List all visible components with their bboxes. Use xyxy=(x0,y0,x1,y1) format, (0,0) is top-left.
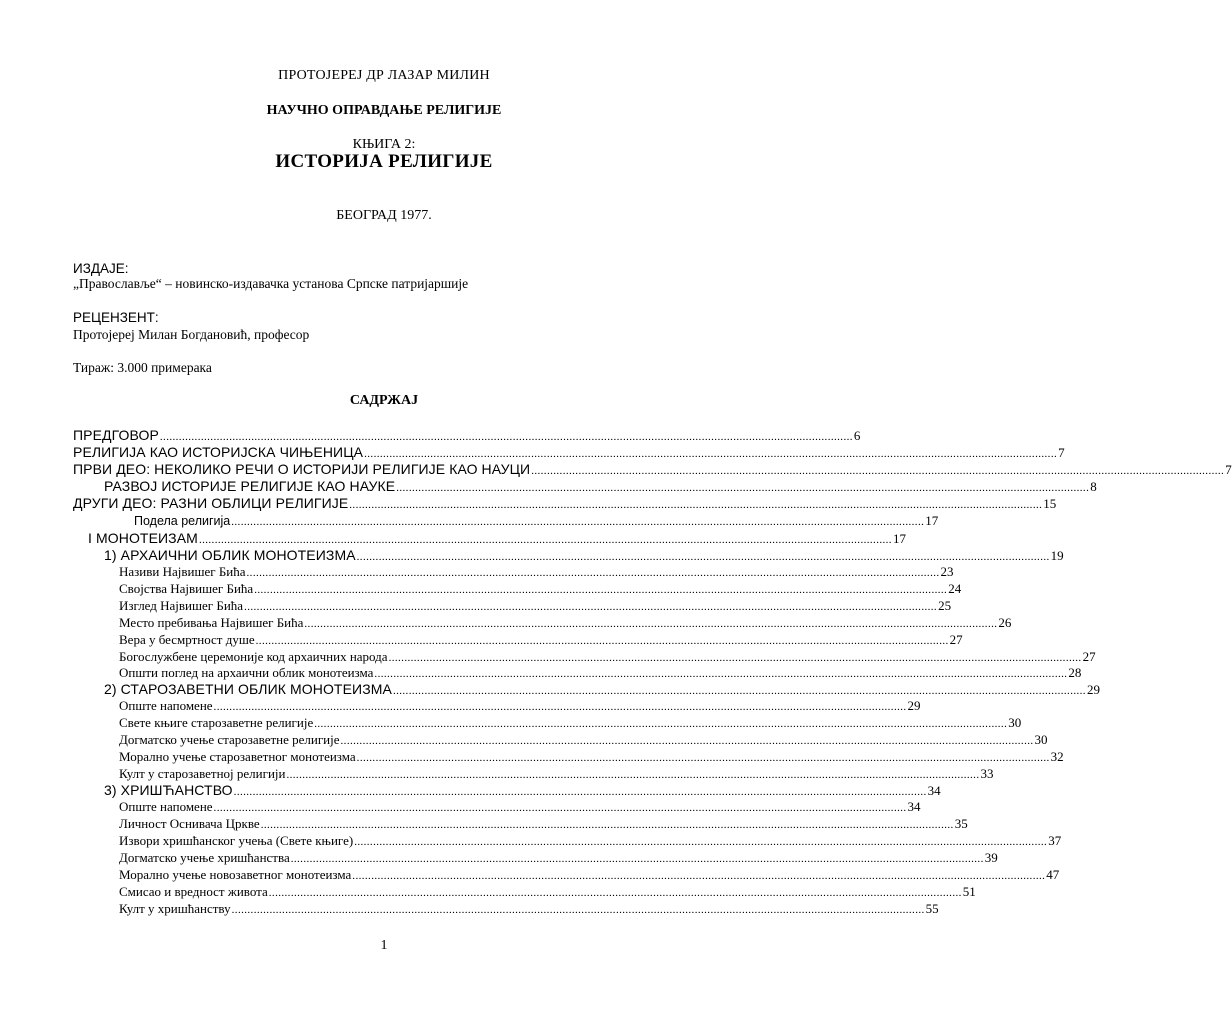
toc-entry-page: 7 xyxy=(1058,445,1065,460)
toc-entry-page: 30 xyxy=(1008,715,1022,730)
toc-entry-label: РАЗВОЈ ИСТОРИЈЕ РЕЛИГИЈЕ КАО НАУКЕ xyxy=(104,478,396,494)
toc-entry xyxy=(119,850,998,867)
toc-leader: ............................................................................................................................................................................................................................ xyxy=(254,584,948,596)
toc-entry-label: Култ у старозаветној религији xyxy=(119,766,286,781)
toc-leader: ............................................................................................................................................................................................................................ xyxy=(159,431,853,443)
publisher-label: ИЗДАЈЕ: xyxy=(73,261,129,276)
toc-leader: ............................................................................................................................................................................................................................ xyxy=(356,551,1050,563)
toc-entry xyxy=(119,766,994,783)
toc-leader: ............................................................................................................................................................................................................................ xyxy=(356,752,1050,764)
toc-entry-page: 27 xyxy=(949,632,963,647)
toc-leader: ............................................................................................................................................................................................................................ xyxy=(304,618,998,630)
toc-entry-label: Извори хришћанског учења (Свете књиге) xyxy=(119,833,354,848)
toc-entry xyxy=(119,598,952,615)
toc-entry xyxy=(119,749,1064,766)
toc-leader: ............................................................................................................................................................................................................................ xyxy=(213,701,907,713)
toc-entry-label: Личност Оснивача Цркве xyxy=(119,816,260,831)
toc-entry-label: ДРУГИ ДЕО: РАЗНИ ОБЛИЦИ РЕЛИГИЈЕ xyxy=(73,495,349,511)
toc-entry-label: ПРВИ ДЕО: НЕКОЛИКО РЕЧИ О ИСТОРИЈИ РЕЛИГИЈЕ КАО НАУЦИ xyxy=(73,461,531,477)
toc-leader: ............................................................................................................................................................................................................................ xyxy=(213,802,907,814)
toc-leader: ............................................................................................................................................................................................................................ xyxy=(396,482,1090,494)
toc-entry xyxy=(119,665,1082,682)
author-line: ПРОТОЈЕРЕЈ ДР ЛАЗАР МИЛИН xyxy=(278,68,490,83)
toc-entry-label: Опште напомене xyxy=(119,799,213,814)
toc-entry-label: Морално учење новозаветног монотеизма xyxy=(119,867,352,882)
toc-entry xyxy=(119,884,976,901)
toc-leader: ............................................................................................................................................................................................................................ xyxy=(244,601,938,613)
toc-entry xyxy=(134,513,939,530)
toc-entry-page: 29 xyxy=(1086,682,1100,697)
toc-leader: ............................................................................................................................................................................................................................ xyxy=(246,567,940,579)
toc-leader: ............................................................................................................................................................................................................................ xyxy=(364,448,1058,460)
toc-entry-label: Вера у бесмртност душе xyxy=(119,632,255,647)
toc-entry-page: 8 xyxy=(1090,479,1097,494)
toc-entry-label: 1) АРХАИЧНИ ОБЛИК МОНОТЕИЗМА xyxy=(104,547,356,563)
toc-entry xyxy=(119,867,1060,884)
toc-leader: ............................................................................................................................................................................................................................ xyxy=(349,499,1043,511)
toc-entry-label: Култ у хришћанству xyxy=(119,901,231,916)
toc-leader: ............................................................................................................................................................................................................................ xyxy=(231,516,925,528)
toc-entry xyxy=(119,833,1062,850)
toc-leader: ............................................................................................................................................................................................................................ xyxy=(531,465,1225,477)
toc-leader: ............................................................................................................................................................................................................................ xyxy=(231,904,925,916)
publisher-text: „Православље“ – новинско-издавачка установа Српске патријаршије xyxy=(73,276,469,291)
toc-entry-page: 7 xyxy=(1225,462,1232,477)
toc-leader: ............................................................................................................................................................................................................................ xyxy=(286,769,980,781)
toc-entry-label: Изглед Највишег Бића xyxy=(119,598,244,613)
toc-entry xyxy=(119,649,1096,666)
toc-entry xyxy=(119,799,921,816)
toc-entry xyxy=(73,461,1232,478)
book-title: ИСТОРИЈА РЕЛИГИЈЕ xyxy=(275,151,493,172)
toc-entry-label: Догматско учење старозаветне религије xyxy=(119,732,340,747)
toc-entry-page: 6 xyxy=(853,428,861,443)
toc-entry-page: 15 xyxy=(1043,496,1057,511)
toc-entry xyxy=(119,564,954,581)
toc-entry xyxy=(119,615,1012,632)
toc-entry-page: 37 xyxy=(1048,833,1062,848)
toc-entry-label: Смисао и вредност живота xyxy=(119,884,268,899)
toc-entry xyxy=(104,547,1064,564)
book-number: КЊИГА 2: xyxy=(352,137,416,152)
city-year: БЕОГРАД 1977. xyxy=(336,208,432,223)
toc-entry-label: ПРЕДГОВОР xyxy=(73,427,159,443)
toc-entry-page: 55 xyxy=(925,901,939,916)
toc-entry-label: Опште напомене xyxy=(119,698,213,713)
toc-entry xyxy=(119,715,1022,732)
toc-entry-page: 19 xyxy=(1050,548,1064,563)
toc-leader: ............................................................................................................................................................................................................................ xyxy=(392,685,1086,697)
page-number: 1 xyxy=(380,938,388,953)
toc-entry-page: 32 xyxy=(1050,749,1064,764)
toc-entry-page: 25 xyxy=(938,598,952,613)
toc-entry-page: 39 xyxy=(984,850,998,865)
toc-entry-page: 51 xyxy=(962,884,976,899)
toc-leader: ............................................................................................................................................................................................................................ xyxy=(340,735,1034,747)
toc-entry xyxy=(73,444,1065,461)
toc-entry-page: 35 xyxy=(954,816,968,831)
toc-entry xyxy=(104,681,1100,698)
toc-entry xyxy=(73,427,861,444)
toc-entry xyxy=(119,698,921,715)
toc-entry xyxy=(88,530,906,547)
toc-leader: ............................................................................................................................................................................................................................ xyxy=(268,887,962,899)
toc-entry xyxy=(73,495,1057,512)
toc-entry-label: 3) ХРИШЋАНСТВО xyxy=(104,782,233,798)
toc-entry-page: 47 xyxy=(1046,867,1060,882)
toc-leader: ............................................................................................................................................................................................................................ xyxy=(314,718,1008,730)
toc-entry-page: 27 xyxy=(1082,649,1096,664)
toc-entry-page: 28 xyxy=(1068,665,1082,680)
toc-leader: ............................................................................................................................................................................................................................ xyxy=(352,870,1046,882)
toc-entry xyxy=(119,581,962,598)
toc-entry xyxy=(119,816,968,833)
toc-leader: ............................................................................................................................................................................................................................ xyxy=(290,853,984,865)
toc-entry-label: 2) СТАРОЗАВЕТНИ ОБЛИК МОНОТЕИЗМА xyxy=(104,681,392,697)
toc-leader: ............................................................................................................................................................................................................................ xyxy=(198,534,892,546)
toc-entry-page: 34 xyxy=(927,783,941,798)
toc-leader: ............................................................................................................................................................................................................................ xyxy=(260,819,954,831)
toc-entry xyxy=(104,478,1097,495)
toc-entry-page: 34 xyxy=(907,799,921,814)
toc-entry-label: Општи поглед на архаични облик монотеизма xyxy=(119,665,374,680)
toc-entry-label: Богослужбене церемоније код архаичних народа xyxy=(119,649,388,664)
toc-entry-label: Догматско учење хришћанства xyxy=(119,850,290,865)
toc-entry-label: Називи Највишег Бића xyxy=(119,564,246,579)
toc-leader: ............................................................................................................................................................................................................................ xyxy=(233,786,927,798)
toc-entry-page: 17 xyxy=(892,531,906,546)
toc-entry-page: 33 xyxy=(980,766,994,781)
reviewer-text: Протојереј Милан Богдановић, професор xyxy=(73,327,310,342)
toc-entry-label: Подела религија xyxy=(134,514,231,528)
print-run: Тираж: 3.000 примерака xyxy=(73,360,212,375)
toc-entry-page: 17 xyxy=(925,513,939,528)
toc-entry xyxy=(104,782,941,799)
toc-entry-page: 24 xyxy=(948,581,962,596)
toc-leader: ............................................................................................................................................................................................................................ xyxy=(388,652,1082,664)
toc-entry-page: 29 xyxy=(907,698,921,713)
toc-leader: ............................................................................................................................................................................................................................ xyxy=(354,836,1048,848)
toc-entry-page: 23 xyxy=(940,564,954,579)
toc-entry-label: Место пребивања Највишег Бића xyxy=(119,615,304,630)
toc-entry-label: РЕЛИГИЈА КАО ИСТОРИЈСКА ЧИЊЕНИЦА xyxy=(73,444,364,460)
series-title: НАУЧНО ОПРАВДАЊЕ РЕЛИГИЈЕ xyxy=(266,103,502,118)
toc-entry-page: 30 xyxy=(1034,732,1048,747)
toc-entry-page: 26 xyxy=(998,615,1012,630)
toc-entry xyxy=(119,632,963,649)
toc-entry xyxy=(119,732,1048,749)
toc-entry-label: Морално учење старозаветног монотеизма xyxy=(119,749,356,764)
toc-entry-label: Својства Највишег Бића xyxy=(119,581,254,596)
toc-leader: ............................................................................................................................................................................................................................ xyxy=(255,635,949,647)
toc-entry xyxy=(119,901,939,918)
toc-heading: САДРЖАЈ xyxy=(349,393,419,408)
reviewer-label: РЕЦЕНЗЕНТ: xyxy=(73,310,159,325)
toc-entry-label: Свете књиге старозаветне религије xyxy=(119,715,314,730)
toc-leader: ............................................................................................................................................................................................................................ xyxy=(374,668,1068,680)
toc-entry-label: I МОНОТЕИЗАМ xyxy=(88,530,198,546)
